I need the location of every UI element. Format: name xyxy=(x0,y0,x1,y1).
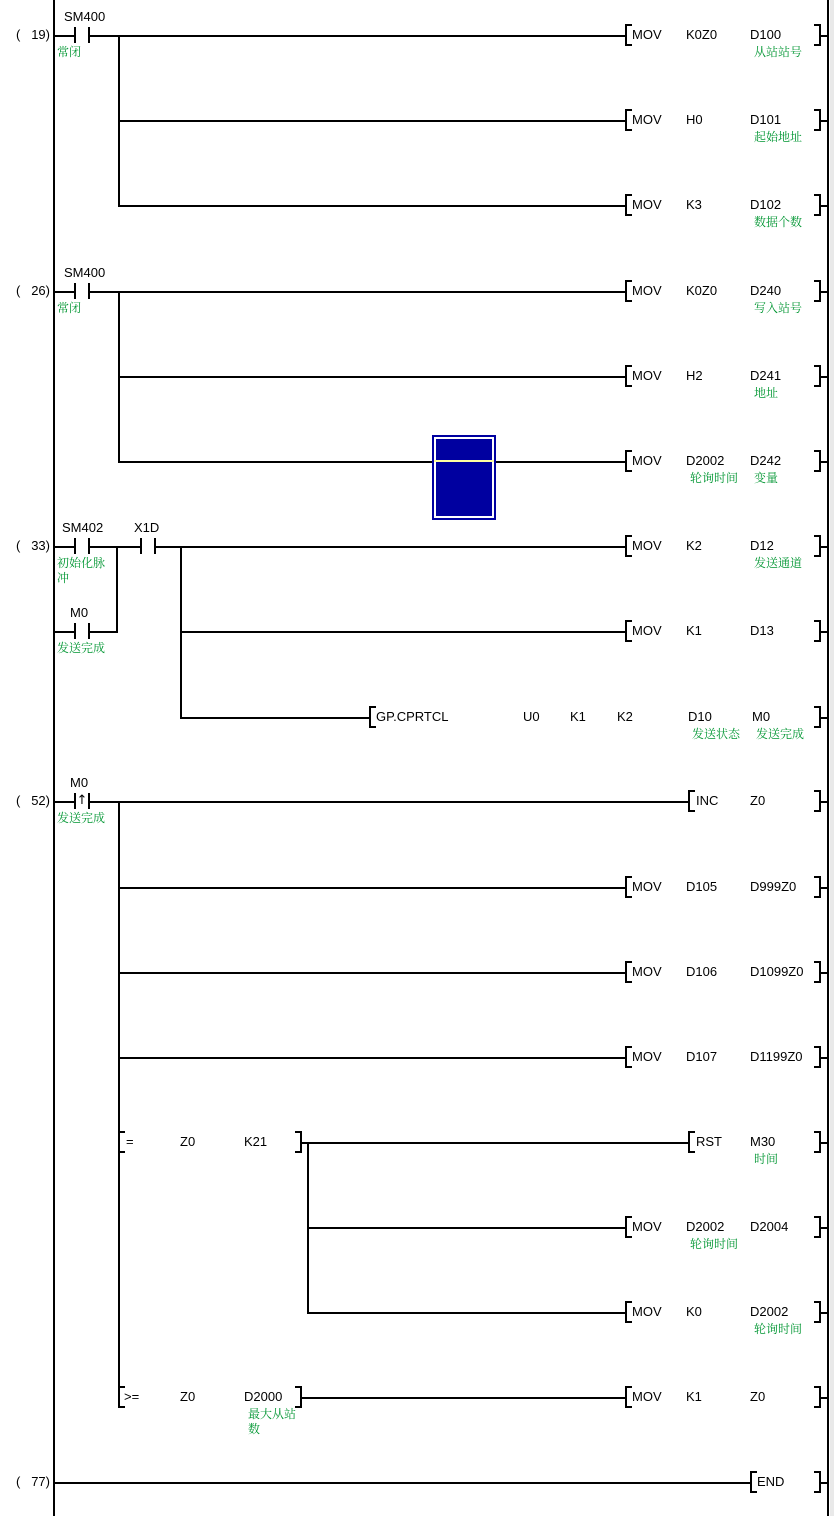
operand[interactable]: Z0 xyxy=(180,1389,196,1404)
instruction-bracket-left xyxy=(625,365,632,387)
instruction-bracket-left xyxy=(750,1471,757,1493)
operand[interactable]: H2 xyxy=(686,368,703,383)
wire-h xyxy=(307,1312,626,1314)
operand[interactable]: D2002 xyxy=(750,1304,789,1319)
operand-comment: 轮询时间 xyxy=(690,471,739,485)
instruction-mov[interactable]: MOV xyxy=(632,538,662,553)
rung-number-33: ( 33) xyxy=(16,538,50,553)
operand[interactable]: K1 xyxy=(570,709,586,724)
selection-cursor-inner xyxy=(434,437,494,518)
operand[interactable]: U0 xyxy=(523,709,540,724)
wire-h xyxy=(820,291,827,293)
operand-comment: 发送状态 xyxy=(692,727,741,741)
instruction-bracket-left xyxy=(625,1046,632,1068)
rung-number-77: ( 77) xyxy=(16,1474,50,1489)
rung-number-19: ( 19) xyxy=(16,27,50,42)
wire-h xyxy=(820,35,827,37)
contact-bar xyxy=(74,623,76,639)
instruction-end[interactable]: END xyxy=(757,1474,785,1489)
wire-h xyxy=(118,1057,626,1059)
wire-h xyxy=(53,546,74,548)
instruction-mov[interactable]: MOV xyxy=(632,1219,662,1234)
wire-h xyxy=(820,887,827,889)
instruction-bracket-left xyxy=(625,24,632,46)
operand[interactable]: D102 xyxy=(750,197,782,212)
compare-eq[interactable]: = xyxy=(126,1134,134,1149)
wire-h xyxy=(53,35,74,37)
compare-ge[interactable]: >= xyxy=(124,1389,140,1404)
contact-sm400-r19[interactable]: SM400 xyxy=(64,9,106,24)
selection-cursor[interactable] xyxy=(432,435,496,520)
wire-h xyxy=(118,972,626,974)
operand-comment: 轮询时间 xyxy=(690,1237,739,1251)
instruction-bracket-left xyxy=(625,961,632,983)
instruction-mov[interactable]: MOV xyxy=(632,1304,662,1319)
wire-h xyxy=(118,887,626,889)
operand[interactable]: D101 xyxy=(750,112,782,127)
operand[interactable]: D2000 xyxy=(244,1389,283,1404)
operand[interactable]: Z0 xyxy=(180,1134,196,1149)
wire-h xyxy=(820,1227,827,1229)
wire-h xyxy=(820,1057,827,1059)
rung-number-26: ( 26) xyxy=(16,283,50,298)
contact-bar xyxy=(154,538,156,554)
contact-bar xyxy=(74,538,76,554)
wire-h xyxy=(118,376,626,378)
wire-h xyxy=(820,801,827,803)
operand[interactable]: Z0 xyxy=(750,793,766,808)
instruction-bracket-left xyxy=(688,790,695,812)
wire-h xyxy=(307,1227,626,1229)
wire-h xyxy=(302,1397,626,1399)
rung-number-52: ( 52) xyxy=(16,793,50,808)
wire-h xyxy=(820,205,827,207)
operand[interactable]: D107 xyxy=(686,1049,718,1064)
wire-h xyxy=(53,1482,750,1484)
operand[interactable]: K0Z0 xyxy=(686,27,718,42)
operand-comment: 数据个数 xyxy=(754,215,803,229)
operand-comment: 从站站号 xyxy=(754,45,803,59)
operand[interactable]: Z0 xyxy=(750,1389,766,1404)
compare-bracket-right xyxy=(295,1386,302,1408)
instruction-bracket-left xyxy=(688,1131,695,1153)
operand-comment: 变量 xyxy=(754,471,779,485)
wire-h xyxy=(90,546,140,548)
wire-h xyxy=(820,376,827,378)
instruction-rst[interactable]: RST xyxy=(696,1134,722,1149)
operand[interactable]: K1 xyxy=(686,623,702,638)
operand[interactable]: D2002 xyxy=(686,1219,725,1234)
operand[interactable]: K0Z0 xyxy=(686,283,718,298)
wire-h xyxy=(90,801,688,803)
instruction-mov[interactable]: MOV xyxy=(632,27,662,42)
wire-h xyxy=(820,972,827,974)
contact-comment: 发送完成 xyxy=(57,811,106,825)
wire-h xyxy=(820,1397,827,1399)
wire-h xyxy=(156,546,626,548)
operand[interactable]: D105 xyxy=(686,879,718,894)
instruction-bracket-left xyxy=(625,194,632,216)
instruction-mov[interactable]: MOV xyxy=(632,1049,662,1064)
instruction-mov[interactable]: MOV xyxy=(632,623,662,638)
wire-through-cursor xyxy=(434,460,494,462)
wire-h xyxy=(118,461,626,463)
wire-h xyxy=(118,205,626,207)
wire-h xyxy=(118,120,626,122)
instruction-bracket-left xyxy=(625,535,632,557)
instruction-mov[interactable]: MOV xyxy=(632,197,662,212)
wire-h xyxy=(302,1142,688,1144)
operand-comment: 发送完成 xyxy=(756,727,805,741)
operand[interactable]: D12 xyxy=(750,538,774,553)
instruction-inc[interactable]: INC xyxy=(696,793,719,808)
instruction-mov[interactable]: MOV xyxy=(632,879,662,894)
contact-m0-r52[interactable]: M0 xyxy=(70,775,89,790)
wire-h xyxy=(820,120,827,122)
operand-comment: 轮询时间 xyxy=(754,1322,803,1336)
contact-comment: 初始化脉冲 xyxy=(57,556,106,585)
instruction-bracket-left xyxy=(625,1301,632,1323)
operand[interactable]: D100 xyxy=(750,27,782,42)
operand[interactable]: H0 xyxy=(686,112,703,127)
operand[interactable]: D242 xyxy=(750,453,782,468)
wire-h xyxy=(820,1142,827,1144)
operand-comment: 发送通道 xyxy=(754,556,803,570)
instruction-bracket-left xyxy=(369,706,376,728)
wire-h xyxy=(90,291,626,293)
instruction-mov[interactable]: MOV xyxy=(632,368,662,383)
instruction-mov[interactable]: MOV xyxy=(632,1389,662,1404)
instruction-mov[interactable]: MOV xyxy=(632,112,662,127)
operand-comment: 时间 xyxy=(754,1152,779,1166)
right-power-rail xyxy=(827,0,829,1516)
operand[interactable]: K21 xyxy=(244,1134,268,1149)
operand[interactable]: D1199Z0 xyxy=(750,1049,803,1064)
contact-bar xyxy=(140,538,142,554)
wire-h xyxy=(180,631,626,633)
operand[interactable]: D2002 xyxy=(686,453,725,468)
window-edge-strip xyxy=(830,0,834,1516)
wire-h xyxy=(180,717,369,719)
wire-h xyxy=(820,546,827,548)
left-power-rail xyxy=(53,0,55,1516)
operand-comment: 起始地址 xyxy=(754,130,803,144)
compare-bracket-left xyxy=(118,1131,125,1153)
operand[interactable]: K1 xyxy=(686,1389,702,1404)
wire-h xyxy=(820,461,827,463)
instruction-bracket-left xyxy=(625,280,632,302)
wire-h xyxy=(90,631,118,633)
operand[interactable]: D106 xyxy=(686,964,718,979)
contact-x1d[interactable]: X1D xyxy=(134,520,160,535)
contact-sm402[interactable]: SM402 xyxy=(62,520,104,535)
wire-h xyxy=(820,1312,827,1314)
operand[interactable]: D240 xyxy=(750,283,782,298)
contact-comment: 常闭 xyxy=(57,301,82,315)
contact-bar xyxy=(88,27,90,43)
wire-h xyxy=(820,1482,827,1484)
contact-bar xyxy=(74,27,76,43)
wire-h xyxy=(820,631,827,633)
instruction-mov[interactable]: MOV xyxy=(632,453,662,468)
operand-comment: 地址 xyxy=(754,386,779,400)
operand-comment: 写入站号 xyxy=(754,301,803,315)
contact-bar xyxy=(88,538,90,554)
instruction-bracket-left xyxy=(625,876,632,898)
rising-edge-icon: ↑ xyxy=(76,793,88,808)
wire-h xyxy=(53,291,74,293)
operand[interactable]: D13 xyxy=(750,623,774,638)
instruction-bracket-left xyxy=(625,109,632,131)
operand[interactable]: K2 xyxy=(686,538,702,553)
instruction-gp-cprtcl[interactable]: GP.CPRTCL xyxy=(376,709,449,724)
operand[interactable]: D10 xyxy=(688,709,712,724)
contact-comment: 发送完成 xyxy=(57,641,106,655)
wire-h xyxy=(53,631,74,633)
contact-sm400-r26[interactable]: SM400 xyxy=(64,265,106,280)
instruction-bracket-left xyxy=(625,1386,632,1408)
instruction-bracket-left xyxy=(625,620,632,642)
operand[interactable]: K2 xyxy=(617,709,633,724)
contact-bar xyxy=(88,283,90,299)
contact-bar xyxy=(74,283,76,299)
instruction-mov[interactable]: MOV xyxy=(632,964,662,979)
operand[interactable]: K0 xyxy=(686,1304,702,1319)
operand[interactable]: D241 xyxy=(750,368,782,383)
contact-bar xyxy=(88,623,90,639)
operand[interactable]: D999Z0 xyxy=(750,879,797,894)
operand[interactable]: D2004 xyxy=(750,1219,789,1234)
contact-comment: 常闭 xyxy=(57,45,82,59)
operand[interactable]: M30 xyxy=(750,1134,776,1149)
instruction-bracket-left xyxy=(625,450,632,472)
contact-m0-parallel[interactable]: M0 xyxy=(70,605,89,620)
operand-comment: 最大从站数 xyxy=(248,1407,297,1436)
instruction-mov[interactable]: MOV xyxy=(632,283,662,298)
branch-wire-v xyxy=(116,546,118,633)
compare-bracket-right xyxy=(295,1131,302,1153)
operand[interactable]: D1099Z0 xyxy=(750,964,804,979)
wire-h xyxy=(53,801,74,803)
instruction-bracket-left xyxy=(625,1216,632,1238)
operand[interactable]: M0 xyxy=(752,709,771,724)
wire-h xyxy=(90,35,626,37)
operand[interactable]: K3 xyxy=(686,197,702,212)
wire-h xyxy=(820,717,827,719)
contact-bar xyxy=(88,793,90,809)
branch-wire-v xyxy=(118,801,120,1399)
